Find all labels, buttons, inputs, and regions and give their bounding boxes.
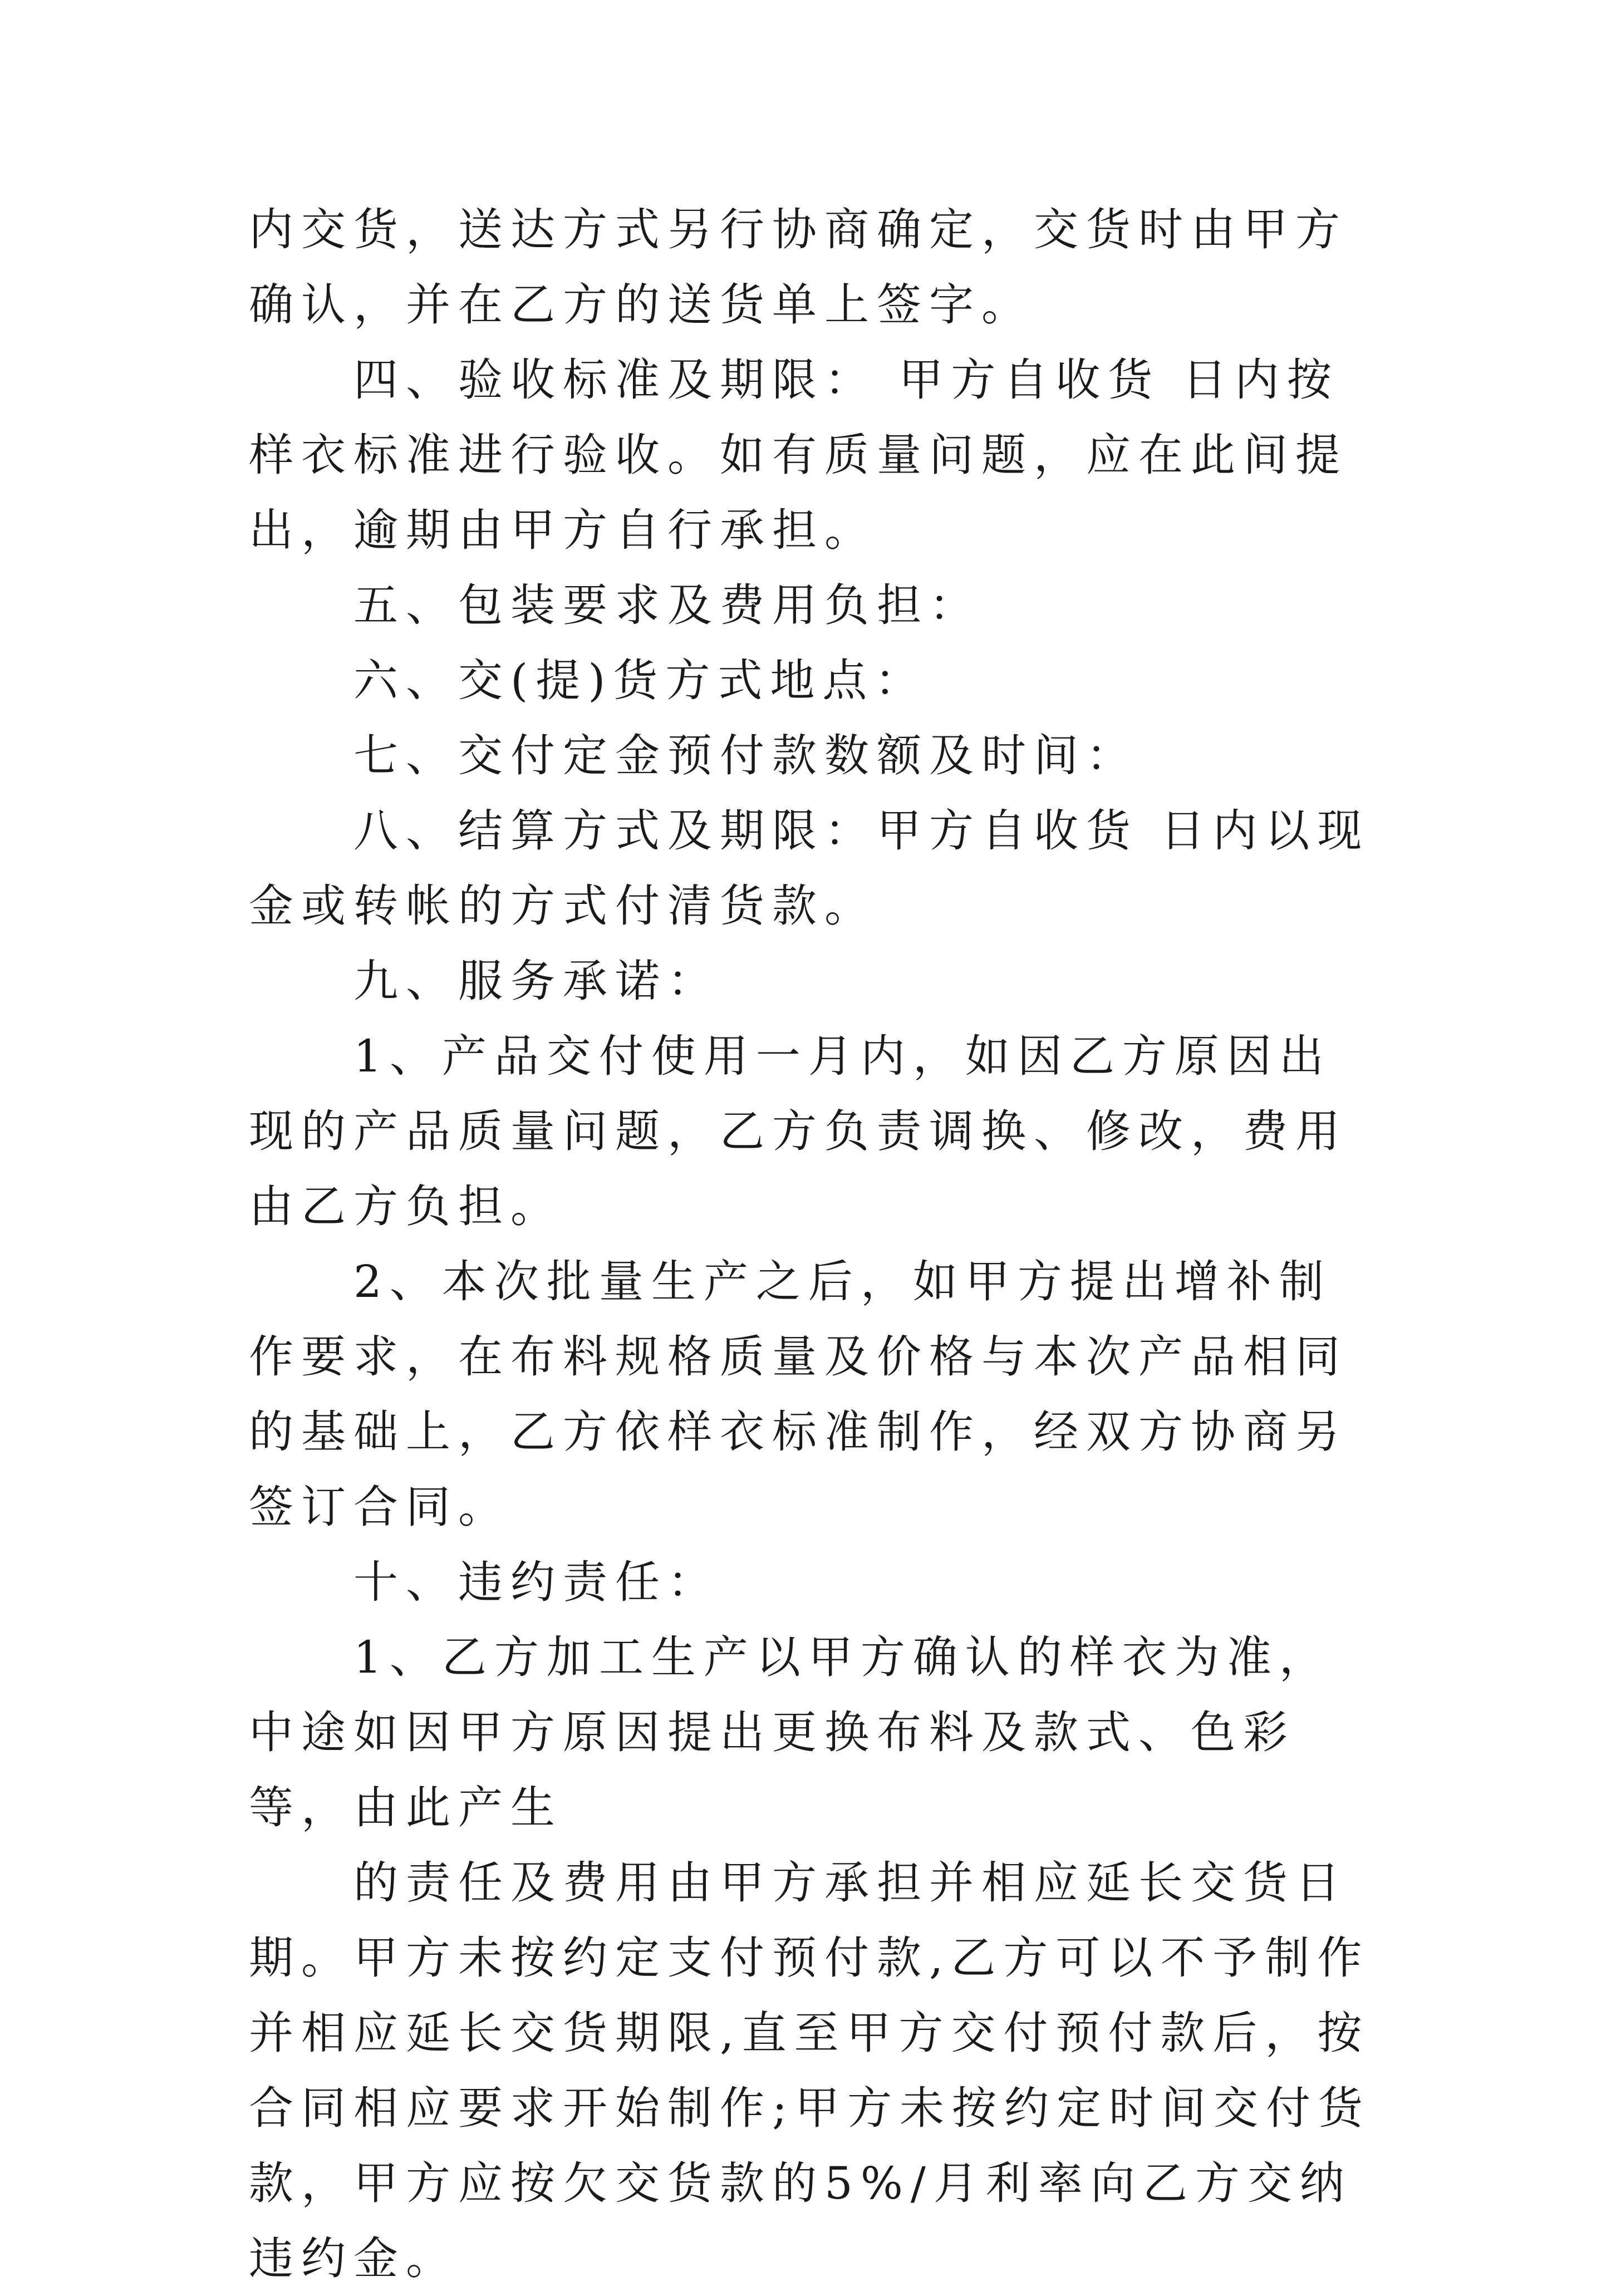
paragraph-liability-item-1: 1、乙方加工生产以甲方确认的样衣为准，中途如因甲方原因提出更换布料及款式、色彩等，由此产生 xyxy=(249,1631,1332,1833)
paragraph-packaging: 五、包装要求及费用负担： xyxy=(353,579,981,631)
paragraph-service-item-2: 2、本次批量生产之后，如甲方提出增补制作要求，在布料规格质量及价格与本次产品相同的基础上，乙方依样衣标准制作，经双方协商另签订合同。 xyxy=(249,1256,1348,1533)
paragraph-service-commitment: 九、服务承诺： xyxy=(353,955,720,1007)
paragraph-delivery-continued: 内交货，送达方式另行协商确定，交货时由甲方确认，并在乙方的送货单上签字。 xyxy=(249,204,1348,331)
paragraph-service-item-1: 1、产品交付使用一月内，如因乙方原因出现的产品质量问题，乙方负责调换、修改，费用由乙方负担。 xyxy=(249,1030,1348,1232)
paragraph-settlement: 八、结算方式及期限：甲方自收货 日内以现金或转帐的方式付清货款。 xyxy=(249,805,1370,932)
paragraph-liability-item-1-continued: 的责任及费用由甲方承担并相应延长交货日期。甲方未按约定支付预付款,乙方可以不予制作并相应延长交货期限,直至甲方交付预付款后，按合同相应要求开始制作;甲方未按约定时间交付货款，甲方应按欠交货款的5%/月利率向乙方交纳违约金。 xyxy=(249,1857,1371,2284)
paragraph-acceptance-standards: 四、验收标准及期限： 甲方自收货 日内按样衣标准进行验收。如有质量问题，应在此间提出，逾期由甲方自行承担。 xyxy=(249,354,1348,556)
paragraph-deposit: 七、交付定金预付款数额及时间： xyxy=(353,730,1138,781)
paragraph-delivery-location: 六、交(提)货方式地点： xyxy=(353,655,927,706)
contract-body xyxy=(249,192,1373,2296)
paragraph-liability: 十、违约责任： xyxy=(353,1556,720,1608)
